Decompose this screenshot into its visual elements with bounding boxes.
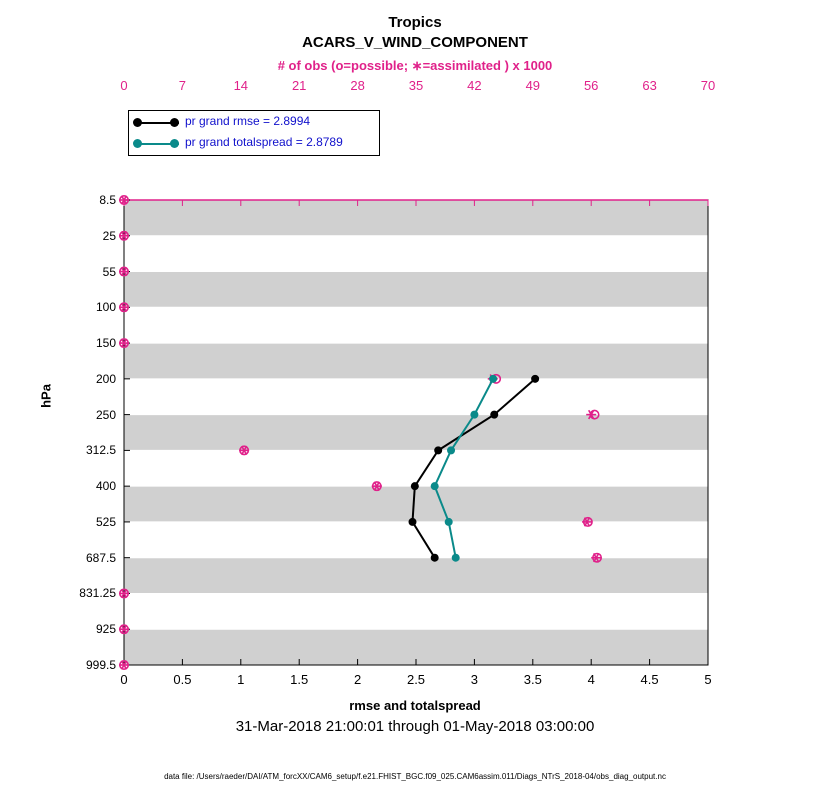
top-tick-3: 21 (291, 78, 307, 93)
chart-title: Tropics (388, 14, 442, 31)
top-tick-2: 14 (233, 78, 249, 93)
y-tick-10: 687.5 (85, 550, 116, 565)
x-tick-8: 4 (587, 672, 595, 687)
y-tick-12: 925 (95, 622, 116, 637)
data-file-caption: data file: /Users/raeder/DAI/ATM_forcXX/CAM6_setup/f.e21.FHIST_BGC.f09_025.CAM6assim.011/Diags_NTrS_2018-04/obs_diag_output.nc (164, 772, 666, 781)
legend-marker-totalspread-right (170, 139, 179, 148)
series-point-rmse-2 (434, 446, 442, 454)
series-point-rmse-4 (408, 518, 416, 526)
y-tick-7: 312.5 (85, 443, 116, 458)
y-tick-11: 831.25 (79, 586, 116, 601)
y-tick-0: 8.5 (99, 193, 116, 207)
x-tick-9: 4.5 (640, 672, 659, 687)
legend-item-rmse (129, 111, 379, 133)
legend-label-totalspread: pr grand totalspread = 2.8789 (185, 135, 343, 149)
y-tick-9: 525 (95, 514, 116, 529)
y-tick-13: 999.5 (85, 658, 116, 672)
series-point-totalspread-3 (431, 482, 439, 490)
series-point-rmse-3 (411, 482, 419, 490)
y-axis-title: hPa (38, 384, 54, 408)
series-point-rmse-0 (531, 375, 539, 383)
series-point-totalspread-1 (470, 411, 478, 419)
legend-marker-rmse-left (133, 118, 142, 127)
shaded-band-5 (124, 558, 708, 594)
x-axis-title: rmse and totalspread (349, 698, 481, 713)
date-range-caption: 31-Mar-2018 21:00:01 through 01-May-2018 03:00:00 (235, 718, 595, 735)
x-tick-3: 1.5 (290, 672, 309, 687)
x-tick-4: 2 (353, 672, 362, 687)
legend-label-rmse: pr grand rmse = 2.8994 (185, 114, 311, 128)
x-tick-6: 3 (470, 672, 479, 687)
x-tick-10: 5 (704, 672, 712, 687)
top-tick-5: 35 (408, 78, 424, 93)
top-tick-10: 70 (700, 78, 716, 93)
top-axis-title: # of obs (o=possible; ∗=assimilated ) x 1000 (277, 58, 553, 73)
y-tick-4: 150 (95, 336, 116, 351)
y-tick-1: 25 (102, 228, 116, 243)
x-tick-2: 1 (237, 672, 245, 687)
x-tick-7: 3.5 (523, 672, 542, 687)
x-tick-1: 0.5 (173, 672, 192, 687)
y-tick-8: 400 (95, 479, 116, 494)
shaded-band-1 (124, 272, 708, 308)
top-tick-0: 0 (120, 78, 128, 93)
top-tick-4: 28 (350, 78, 365, 93)
x-tick-0: 0 (120, 672, 128, 687)
shaded-band-2 (124, 343, 708, 379)
chart-subtitle: ACARS_V_WIND_COMPONENT (302, 34, 528, 51)
top-tick-6: 42 (467, 78, 482, 93)
shaded-band-4 (124, 486, 708, 522)
series-point-totalspread-0 (489, 375, 497, 383)
legend-marker-totalspread-left (133, 139, 142, 148)
top-tick-7: 49 (525, 78, 541, 93)
series-point-totalspread-2 (447, 446, 455, 454)
y-tick-2: 55 (102, 264, 116, 279)
series-point-totalspread-5 (452, 554, 460, 562)
x-tick-5: 2.5 (406, 672, 426, 687)
top-tick-8: 56 (583, 78, 599, 93)
y-tick-6: 250 (95, 407, 116, 422)
series-point-totalspread-4 (445, 518, 453, 526)
legend-marker-rmse-right (170, 118, 179, 127)
y-tick-5: 200 (95, 371, 116, 386)
y-tick-3: 100 (95, 300, 116, 315)
series-point-rmse-5 (431, 554, 439, 562)
shaded-band-3 (124, 415, 708, 451)
top-tick-1: 7 (178, 78, 187, 93)
top-tick-9: 63 (642, 78, 657, 93)
chart-legend (128, 110, 380, 156)
legend-item-totalspread (129, 132, 379, 154)
series-point-rmse-1 (490, 411, 498, 419)
